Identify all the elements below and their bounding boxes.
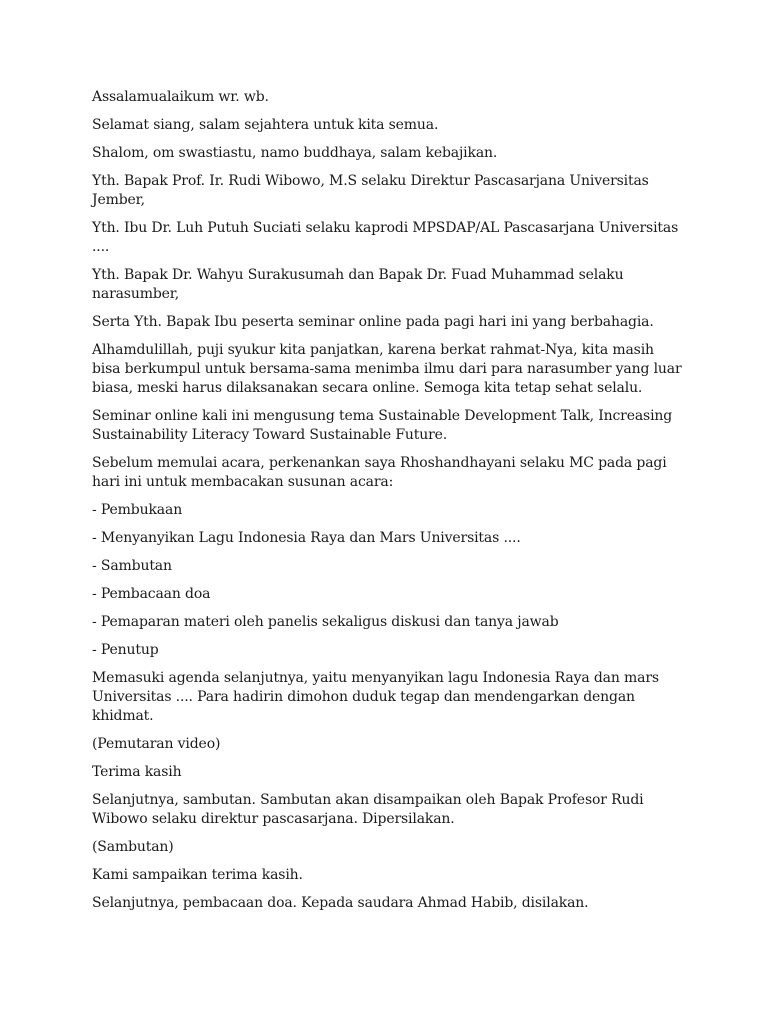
body-paragraph: Memasuki agenda selanjutnya, yaitu menyanyikan lagu Indonesia Raya dan mars Universitas .... Para hadirin dimohon duduk tegap dan mendengarkan dengan khidmat. xyxy=(92,670,659,724)
greeting-line: Shalom, om swastiastu, namo buddhaya, salam kebajikan. xyxy=(92,145,498,161)
stage-note: (Pemutaran video) xyxy=(92,736,221,752)
agenda-item: - Penutup xyxy=(92,642,159,658)
stage-note: (Sambutan) xyxy=(92,839,174,855)
document-page xyxy=(92,88,682,922)
body-paragraph: Seminar online kali ini mengusung tema Sustainable Development Talk, Increasing Sustainability Literacy Toward Sustainable Future. xyxy=(92,408,673,443)
salutation-line: Yth. Bapak Dr. Wahyu Surakusumah dan Bapak Dr. Fuad Muhammad selaku narasumber, xyxy=(92,267,624,302)
body-paragraph: Kami sampaikan terima kasih. xyxy=(92,867,303,883)
salutation-line: Serta Yth. Bapak Ibu peserta seminar online pada pagi hari ini yang berbahagia. xyxy=(92,314,654,330)
salutation-line: Yth. Ibu Dr. Luh Putuh Suciati selaku kaprodi MPSDAP/AL Pascasarjana Universitas .... xyxy=(92,220,679,255)
salutation-line: Yth. Bapak Prof. Ir. Rudi Wibowo, M.S selaku Direktur Pascasarjana Universitas Jember, xyxy=(92,173,649,208)
agenda-item: - Sambutan xyxy=(92,558,172,574)
greeting-line: Selamat siang, salam sejahtera untuk kita semua. xyxy=(92,117,439,133)
agenda-item: - Pemaparan materi oleh panelis sekaligus diskusi dan tanya jawab xyxy=(92,614,559,630)
agenda-item: - Pembacaan doa xyxy=(92,586,211,602)
body-paragraph: Sebelum memulai acara, perkenankan saya Rhoshandhayani selaku MC pada pagi hari ini untuk membacakan susunan acara: xyxy=(92,455,667,490)
body-paragraph: Alhamdulillah, puji syukur kita panjatkan, karena berkat rahmat-Nya, kita masih bisa berkumpul untuk bersama-sama menimba ilmu dari para narasumber yang luar biasa, meski harus dilaksanakan secara online. Semoga kita tetap sehat selalu. xyxy=(92,342,682,396)
body-paragraph: Terima kasih xyxy=(92,764,182,780)
agenda-item: - Pembukaan xyxy=(92,502,183,518)
agenda-item: - Menyanyikan Lagu Indonesia Raya dan Mars Universitas .... xyxy=(92,530,521,546)
body-paragraph: Selanjutnya, pembacaan doa. Kepada saudara Ahmad Habib, disilakan. xyxy=(92,895,589,911)
greeting-line: Assalamualaikum wr. wb. xyxy=(92,89,269,105)
body-paragraph: Selanjutnya, sambutan. Sambutan akan disampaikan oleh Bapak Profesor Rudi Wibowo selaku direktur pascasarjana. Dipersilakan. xyxy=(92,792,644,827)
